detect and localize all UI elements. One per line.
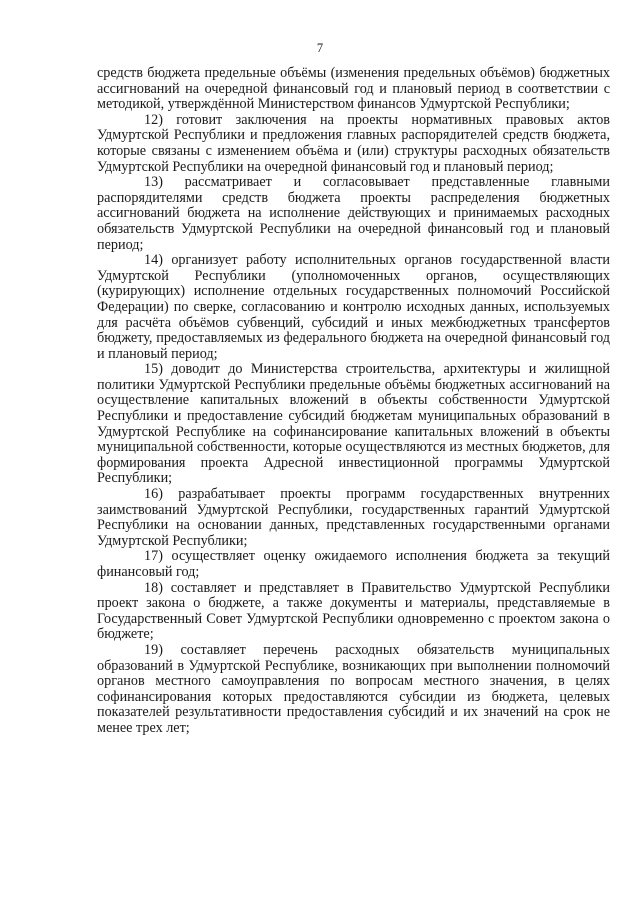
paragraph-item-12: 12) готовит заключения на проекты нормативных правовых актов Удмуртской Республики и предложения главных распорядителей средств бюджета, которые связаны с изменением объёма и (или) структуры расходных обязательств Удмуртской Республики на очередной финансовый год и плановый период; [97,111,610,175]
paragraph-item-15: 15) доводит до Министерства строительства, архитектуры и жилищной политики Удмуртской Республики предельные объёмы бюджетных ассигнований на осуществление капитальных вложений в объекты собственности Удмуртской Республики и предоставление субсидий бюджетам муниципальных образований в Удмуртской Республике на софинансирование капитальных вложений в объекты муниципальной собственности, которые осуществляются из местных бюджетов, для формирования проекта Адресной инвестиционной программы Удмуртской Республики; [97,361,610,487]
paragraph-item-17: 17) осуществляет оценку ожидаемого исполнения бюджета за текущий финансовый год; [97,548,610,580]
paragraph-item-16: 16) разрабатывает проекты программ государственных внутренних заимствований Удмуртской Республики, государственных гарантий Удмуртской Республики на основании данных, представленных государственными органами Удмуртской Республики; [97,486,610,549]
paragraph-item-13: 13) рассматривает и согласовывает представленные главными распорядителями средств бюджета проекты распределения бюджетных ассигнований бюджета на исполнение действующих и принимаемых расходных обязательств Удмуртской Республики на очередной финансовый год и плановый период; [97,174,610,253]
paragraph-item-19: 19) составляет перечень расходных обязательств муниципальных образований в Удмуртской Республике, возникающих при выполнении полномочий органов местного самоуправления по вопросам местного значения, в целях софинансирования которых предоставляются субсидии из бюджета, целевых показателей результативности предоставления субсидий и их значений на срок не менее трех лет; [97,641,610,736]
paragraph-item-14: 14) организует работу исполнительных органов государственной власти Удмуртской Республики (уполномоченных органов, осуществляющих (курирующих) исполнение отдельных государственных полномочий Российской Федерации) по сверке, согласованию и контролю исходных данных, используемых для расчёта объёмов субвенций, субсидий и иных межбюджетных трансфертов бюджету, предоставляемых из федерального бюджета на очередной финансовый год и плановый период; [97,252,610,362]
paragraph-continuation: средств бюджета предельные объёмы (изменения предельных объёмов) бюджетных ассигнований на очередной финансовый год и плановый период в соответствии с методикой, утверждённой Министерством финансов Удмуртской Республики; [97,65,610,113]
paragraph-item-18: 18) составляет и представляет в Правительство Удмуртской Республики проект закона о бюджете, а также документы и материалы, представляемые в Государственный Совет Удмуртской Республики одновременно с проектом закона о бюджете; [97,579,610,643]
page-number: 7 [316,41,324,55]
document-body [97,66,610,737]
